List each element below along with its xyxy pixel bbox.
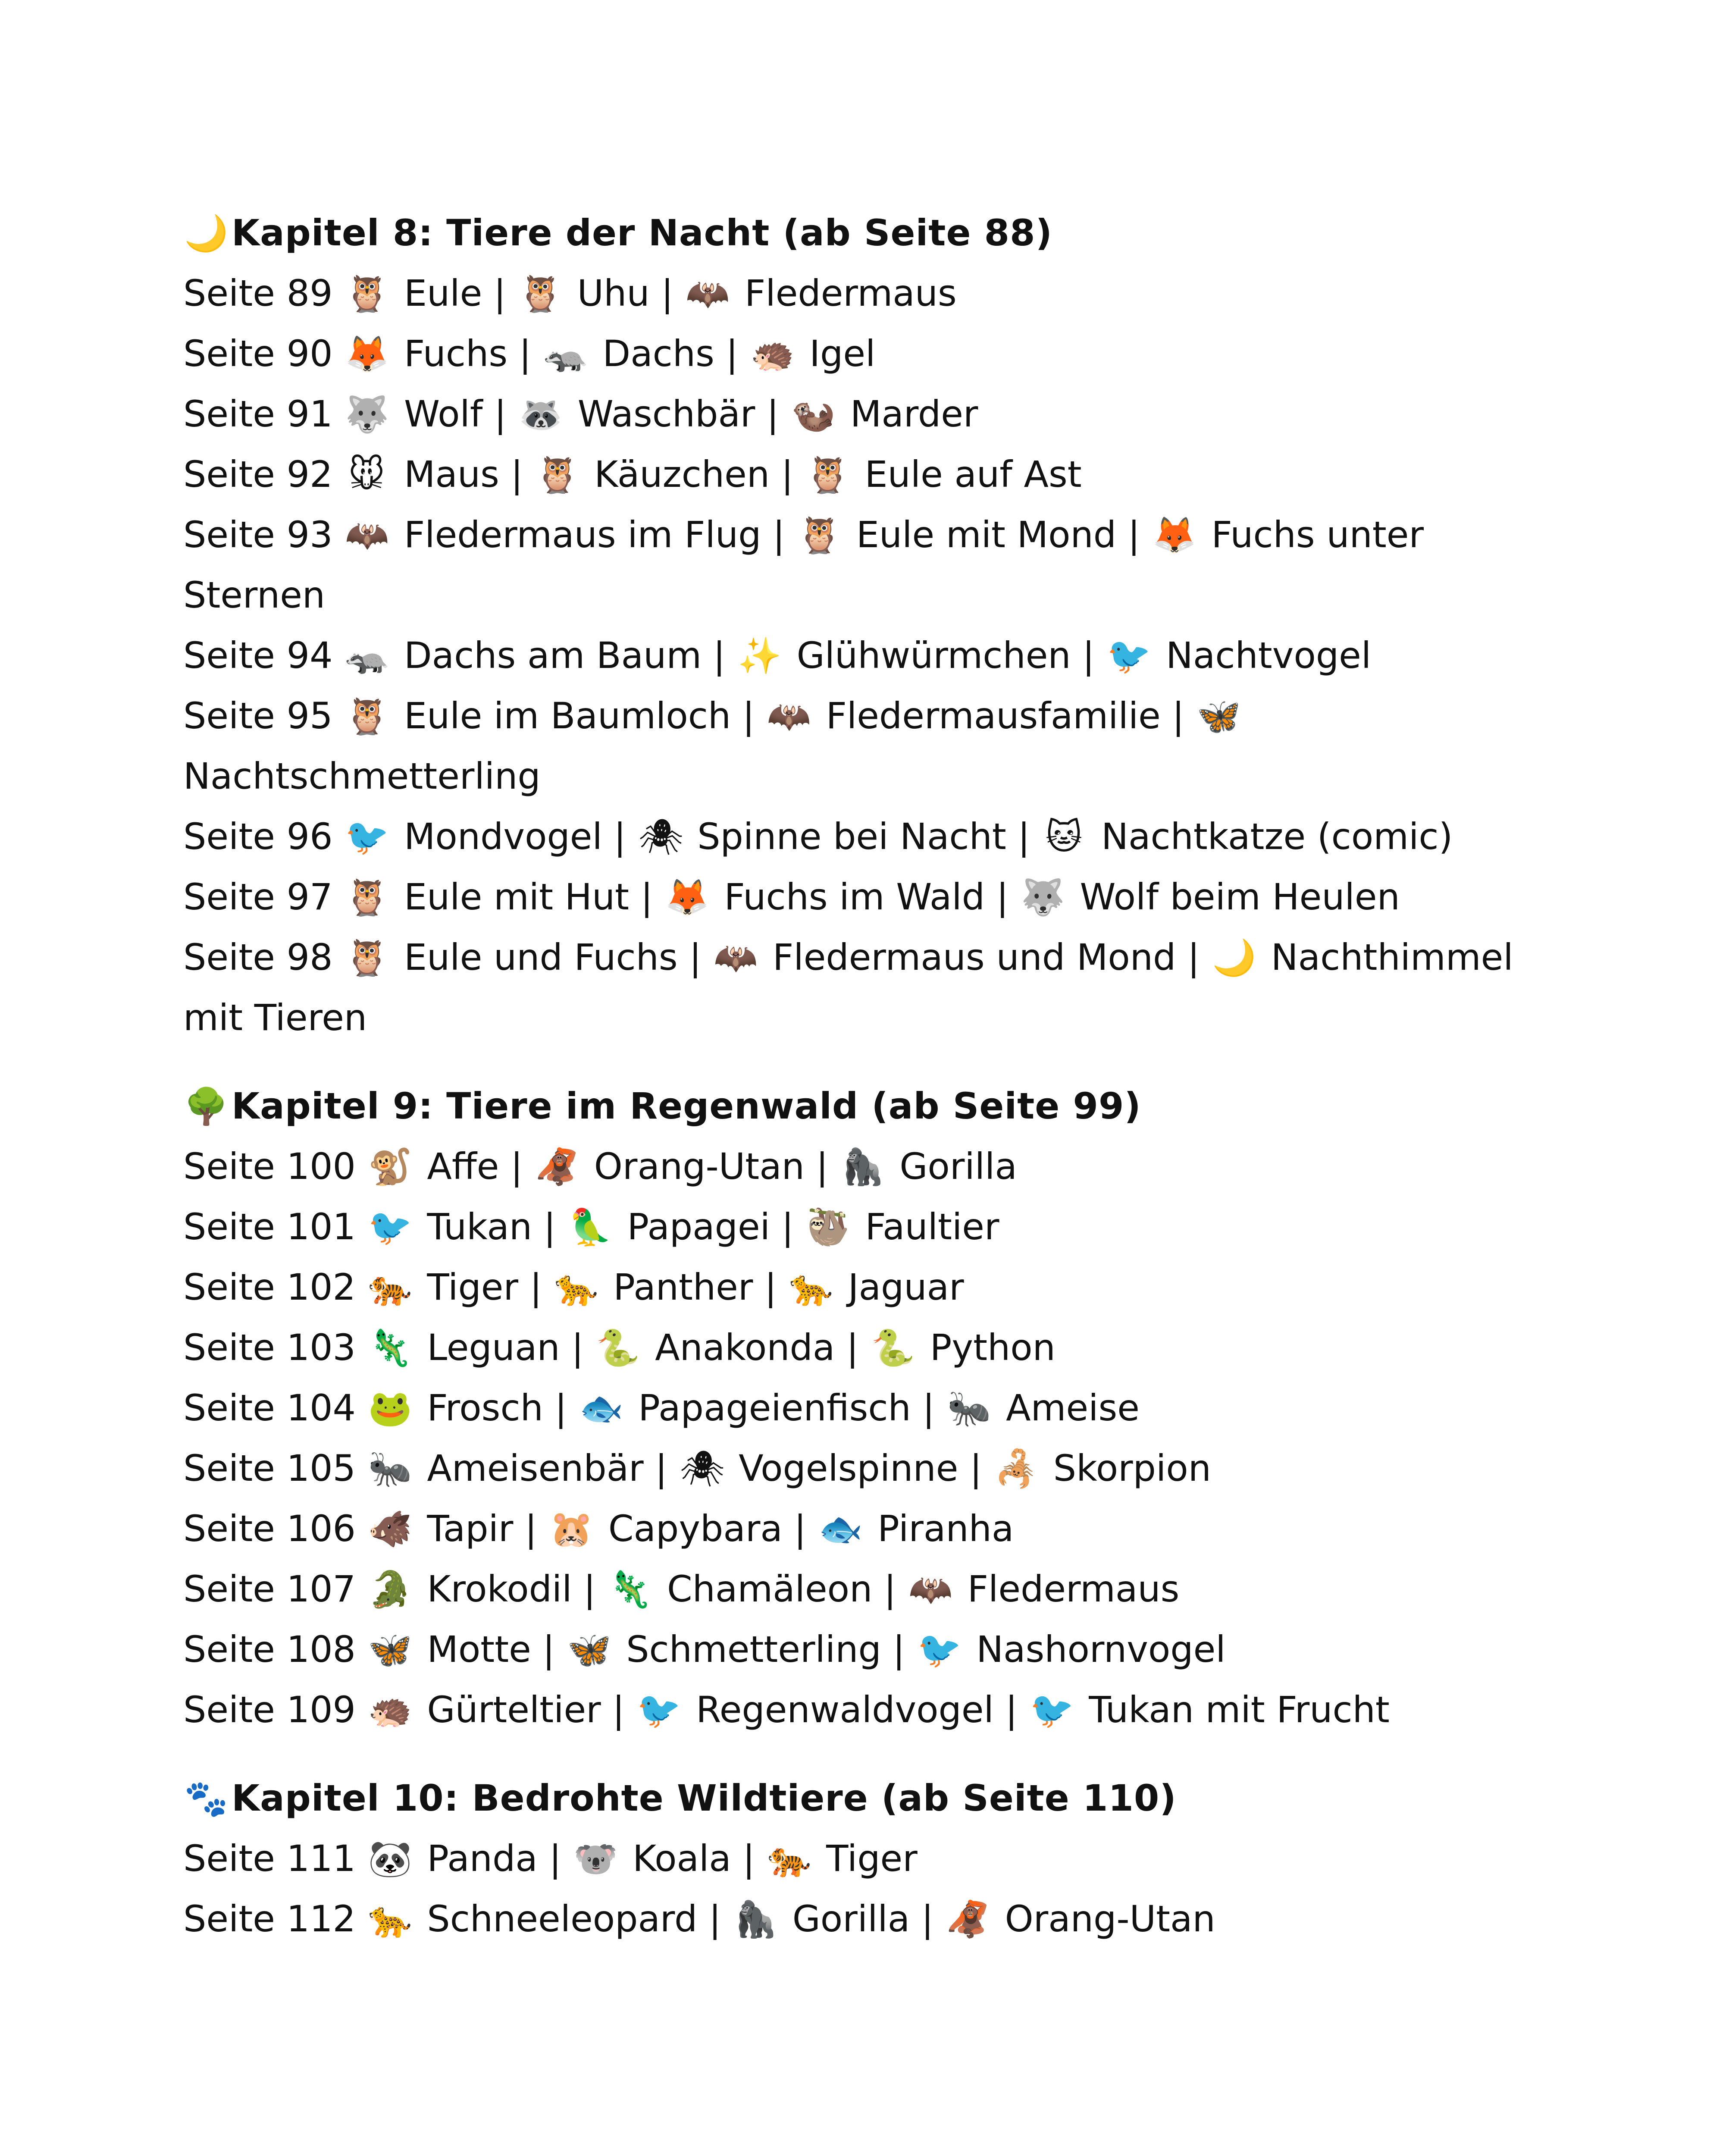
tiger-icon: 🐅: [767, 1839, 811, 1880]
entry-text: Gorilla |: [781, 1898, 945, 1940]
lizard-icon: 🦎: [368, 1328, 412, 1369]
entry-text: Papageienfisch |: [626, 1387, 946, 1429]
entry-text: Faultier: [853, 1206, 999, 1248]
entry-text: Tukan |: [415, 1206, 567, 1248]
entry-text: Fledermausfamilie |: [814, 695, 1196, 737]
entry-text: Igel: [798, 332, 876, 375]
gorilla-icon: 🦍: [840, 1147, 885, 1188]
chapter-spacer: [183, 1048, 1563, 1076]
chapter-section: [183, 1768, 1563, 1949]
entry-text: Seite 98: [183, 936, 345, 978]
entry-text: Wolf beim Heulen: [1068, 876, 1400, 918]
entry-text: Motte |: [415, 1628, 567, 1670]
orangutan-icon: 🦧: [535, 1147, 579, 1188]
owl-icon: 🦉: [345, 937, 389, 978]
entry-text: mit Tieren: [183, 997, 367, 1039]
snake-icon: 🐍: [871, 1328, 915, 1369]
entry-text: Capybara |: [597, 1507, 818, 1550]
entry-text: Orang-Utan |: [583, 1145, 840, 1188]
bat-icon: 🦇: [714, 937, 758, 978]
otter-icon: 🦦: [791, 394, 836, 435]
entry-text: Uhu |: [565, 272, 685, 314]
chapter-heading-text: Kapitel 8: Tiere der Nacht (ab Seite 88): [232, 212, 1052, 254]
leopard-icon: 🐆: [368, 1899, 412, 1940]
entry-line: [183, 806, 1563, 867]
entry-text: Gorilla: [888, 1145, 1017, 1188]
entry-line: [183, 1498, 1563, 1559]
gorilla-icon: 🦍: [733, 1899, 778, 1940]
entry-text: Tapir |: [415, 1507, 549, 1550]
entry-text: Papagei |: [615, 1206, 805, 1248]
entry-text: Schmetterling |: [614, 1628, 917, 1670]
entry-text: Seite 104: [183, 1387, 367, 1429]
entry-text: Tukan mit Frucht: [1077, 1689, 1390, 1731]
spider-icon: 🕷: [680, 1448, 725, 1489]
entry-text: Mondvogel |: [392, 815, 638, 858]
entry-text: Sternen: [183, 574, 326, 616]
entry-text: Piranha: [866, 1507, 1014, 1550]
entry-text: Anakonda |: [643, 1326, 871, 1369]
entry-text: Python: [918, 1326, 1055, 1369]
chapter-heading-icon: 🌳: [184, 1086, 229, 1127]
bird-icon: 🐦: [917, 1630, 962, 1670]
entry-text: Seite 102: [183, 1266, 367, 1308]
entry-text: Seite 103: [183, 1326, 367, 1369]
entry-text: Seite 89: [183, 272, 345, 314]
sloth-icon: 🦥: [806, 1207, 850, 1248]
chapter-heading-icon: 🐾: [184, 1778, 229, 1819]
entry-text: Tiger: [814, 1837, 918, 1880]
fox-icon: 🦊: [345, 334, 389, 375]
entry-line: [183, 1889, 1563, 1949]
entry-text: Eule |: [392, 272, 517, 314]
hedgehog-icon: 🦔: [750, 334, 795, 375]
entry-line: [183, 1680, 1563, 1740]
entry-text: Fuchs |: [392, 332, 543, 375]
ant-icon: 🐜: [947, 1388, 991, 1429]
entry-text: Marder: [839, 393, 978, 435]
entry-text: Chamäleon |: [655, 1568, 908, 1610]
entry-text: Dachs am Baum |: [392, 634, 737, 677]
entry-text: Affe |: [415, 1145, 535, 1188]
entry-line: [183, 323, 1563, 384]
entry-text: Gürteltier |: [415, 1689, 636, 1731]
bat-icon: 🦇: [345, 515, 389, 556]
entry-text: Waschbär |: [566, 393, 791, 435]
bird-icon: 🐦: [368, 1207, 412, 1248]
bird-icon: 🐦: [1107, 636, 1151, 677]
chapter-heading: [183, 203, 1563, 263]
entry-line: [183, 867, 1563, 927]
owl-icon: 🦉: [345, 273, 389, 314]
butterfly-icon: 🦋: [567, 1630, 611, 1670]
entry-line: [183, 1317, 1563, 1378]
entry-text: Ameisenbär |: [415, 1447, 679, 1489]
fish-icon: 🐟: [579, 1388, 623, 1429]
leopard-icon: 🐆: [789, 1267, 833, 1308]
entry-text: Seite 107: [183, 1568, 367, 1610]
entry-text: Fledermaus im Flug |: [392, 514, 797, 556]
entry-text: Skorpion: [1042, 1447, 1211, 1489]
entry-text: Fledermaus: [956, 1568, 1180, 1610]
entry-text: Eule mit Hut |: [392, 876, 664, 918]
scorpion-icon: 🦂: [994, 1448, 1039, 1489]
entry-text: Koala |: [621, 1837, 767, 1880]
entry-text: Nachtvogel: [1154, 634, 1372, 677]
entry-text: Seite 109: [183, 1689, 367, 1731]
entry-text: Seite 100: [183, 1145, 367, 1188]
entry-text: Seite 92: [183, 453, 345, 495]
raccoon-icon: 🦝: [519, 394, 563, 435]
entry-text: Seite 97: [183, 876, 345, 918]
entry-text: Seite 91: [183, 393, 345, 435]
owl-icon: 🦉: [345, 877, 389, 918]
entry-text: Eule auf Ast: [853, 453, 1082, 495]
bat-icon: 🦇: [908, 1569, 953, 1610]
entry-text: Fledermaus und Mond |: [761, 936, 1212, 978]
entry-text: Spinne bei Nacht |: [686, 815, 1042, 858]
boar-icon: 🐗: [368, 1509, 412, 1550]
entry-text: Regenwaldvogel |: [684, 1689, 1029, 1731]
entry-line: [183, 625, 1563, 686]
entry-text: Nachtkatze (comic): [1090, 815, 1453, 858]
bird-icon: 🐦: [345, 817, 389, 858]
entry-text: Seite 94: [183, 634, 345, 677]
entry-line: [183, 1197, 1563, 1257]
parrot-icon: 🦜: [568, 1207, 612, 1248]
entry-text: Maus |: [392, 453, 535, 495]
entry-line: [183, 384, 1563, 444]
entry-text: Seite 111: [183, 1837, 367, 1880]
entry-text: Ameise: [994, 1387, 1140, 1429]
entry-text: Schneeleopard |: [415, 1898, 733, 1940]
entry-text: Leguan |: [415, 1326, 595, 1369]
entry-text: Seite 112: [183, 1898, 367, 1940]
koala-icon: 🐨: [573, 1839, 618, 1880]
bat-icon: 🦇: [686, 273, 730, 314]
sparkles-icon: ✨: [737, 636, 782, 677]
fox-icon: 🦊: [1152, 515, 1196, 556]
entry-line: [183, 263, 1563, 323]
panda-icon: 🐼: [368, 1839, 412, 1880]
entry-text: Fledermaus: [733, 272, 957, 314]
bat-icon: 🦇: [767, 696, 811, 737]
crocodile-icon: 🐊: [368, 1569, 412, 1610]
lizard-icon: 🦎: [608, 1569, 652, 1610]
owl-icon: 🦉: [805, 454, 850, 495]
entry-text: Seite 95: [183, 695, 345, 737]
spider-icon: 🕷: [638, 817, 683, 858]
entry-text: Seite 108: [183, 1628, 367, 1670]
leopard-icon: 🐆: [554, 1267, 598, 1308]
butterfly-icon: 🦋: [368, 1630, 412, 1670]
entry-text: Seite 105: [183, 1447, 367, 1489]
entry-line: [183, 1559, 1563, 1619]
entry-text: Dachs |: [591, 332, 750, 375]
cat-icon: 🐱: [1045, 817, 1083, 858]
chapter-heading-text: Kapitel 10: Bedrohte Wildtiere (ab Seite 110): [232, 1777, 1177, 1819]
chapter-section: [183, 1076, 1563, 1740]
entry-text: Seite 90: [183, 332, 345, 375]
entry-text: Käuzchen |: [583, 453, 805, 495]
entry-line: [183, 505, 1563, 565]
entry-text: Orang-Utan: [993, 1898, 1215, 1940]
chapter-heading-text: Kapitel 9: Tiere im Regenwald (ab Seite 99): [232, 1085, 1141, 1127]
entry-line: [183, 927, 1563, 987]
entry-text: Vogelspinne |: [727, 1447, 994, 1489]
entry-text: Seite 93: [183, 514, 345, 556]
owl-icon: 🦉: [518, 273, 563, 314]
wolf-icon: 🐺: [1021, 877, 1065, 918]
tiger-icon: 🐅: [368, 1267, 412, 1308]
bird-icon: 🐦: [637, 1690, 681, 1731]
entry-text: Eule im Baumloch |: [392, 695, 766, 737]
entry-line: [183, 1438, 1563, 1498]
chapter-section: [183, 203, 1563, 1048]
frog-icon: 🐸: [368, 1388, 412, 1429]
entry-text: Seite 96: [183, 815, 345, 858]
ant-icon: 🐜: [368, 1448, 412, 1489]
entry-text: Krokodil |: [415, 1568, 608, 1610]
entry-text: Fuchs im Wald |: [712, 876, 1020, 918]
entry-text: Jaguar: [836, 1266, 964, 1308]
wolf-icon: 🐺: [345, 394, 389, 435]
entry-text: Nachtschmetterling: [183, 755, 541, 797]
entry-line: [183, 1136, 1563, 1197]
entry-text: Frosch |: [415, 1387, 579, 1429]
entry-text: Eule mit Mond |: [845, 514, 1152, 556]
entry-text: Seite 101: [183, 1206, 367, 1248]
entry-text: Eule und Fuchs |: [392, 936, 713, 978]
hamster-icon: 🐹: [549, 1509, 594, 1550]
chapter-heading: [183, 1768, 1563, 1828]
orangutan-icon: 🦧: [946, 1899, 990, 1940]
entry-text: Panda |: [415, 1837, 573, 1880]
entry-line: [183, 1257, 1563, 1317]
chapter-heading: [183, 1076, 1563, 1136]
hedgehog-icon: 🦔: [368, 1690, 412, 1731]
entry-text: Fuchs unter: [1200, 514, 1424, 556]
owl-icon: 🦉: [797, 515, 842, 556]
entry-text: Tiger |: [415, 1266, 554, 1308]
entry-line: [183, 746, 1563, 806]
entry-line: [183, 1828, 1563, 1889]
butterfly-icon: 🦋: [1196, 696, 1241, 737]
entry-text: Glühwürmchen |: [785, 634, 1106, 677]
fish-icon: 🐟: [818, 1509, 863, 1550]
crescent-moon-icon: 🌙: [1212, 937, 1256, 978]
chapter-spacer: [183, 1740, 1563, 1768]
entry-text: Wolf |: [392, 393, 518, 435]
snake-icon: 🐍: [596, 1328, 640, 1369]
owl-icon: 🦉: [345, 696, 389, 737]
entry-text: Nachthimmel: [1259, 936, 1513, 978]
entry-line: [183, 565, 1563, 625]
entry-line: [183, 444, 1563, 505]
fox-icon: 🦊: [665, 877, 709, 918]
bird-icon: 🐦: [1030, 1690, 1074, 1731]
entry-line: [183, 987, 1563, 1048]
monkey-icon: 🐒: [368, 1147, 412, 1188]
entry-line: [183, 1619, 1563, 1680]
chapter-heading-icon: 🌙: [184, 213, 229, 254]
entry-text: Panther |: [601, 1266, 789, 1308]
badger-icon: 🦡: [345, 636, 389, 677]
entry-line: [183, 1378, 1563, 1438]
entry-text: Nashornvogel: [965, 1628, 1226, 1670]
entry-text: Seite 106: [183, 1507, 367, 1550]
owl-icon: 🦉: [535, 454, 579, 495]
document-body: [183, 203, 1563, 1949]
mouse-icon: 🐭: [348, 454, 385, 495]
entry-line: [183, 686, 1563, 746]
badger-icon: 🦡: [543, 334, 588, 375]
